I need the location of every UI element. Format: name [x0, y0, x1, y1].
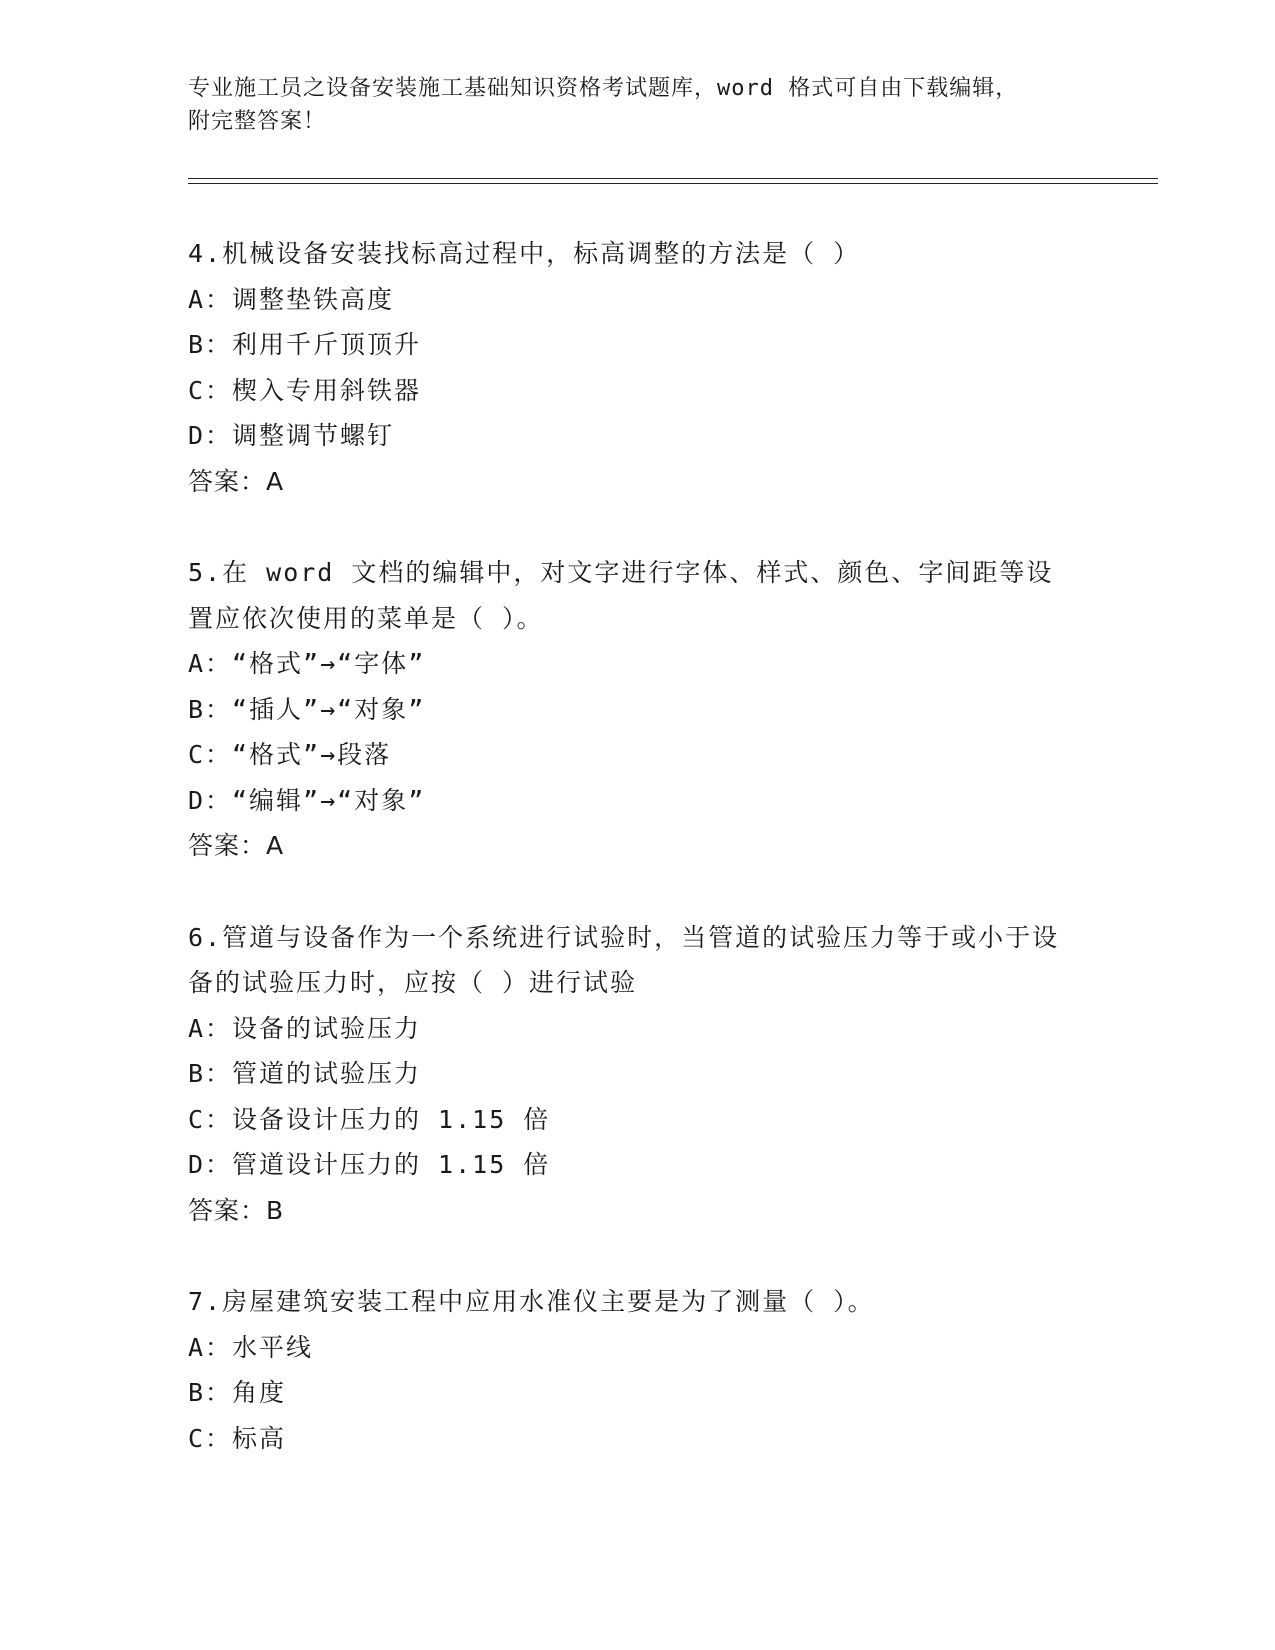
option-text: 水平线 — [232, 1332, 314, 1362]
option-text: “格式”→“字体” — [232, 649, 426, 678]
option-text: 设备设计压力的 1.15 倍 — [232, 1104, 551, 1134]
answer-option — [188, 1325, 1088, 1371]
answer-option — [188, 1051, 1088, 1097]
answer-option — [188, 1416, 1088, 1462]
question-item — [188, 550, 1088, 869]
header-line-2: 附完整答案！ — [188, 109, 327, 134]
option-text: “插人”→“对象” — [232, 694, 426, 724]
option-letter: B： — [188, 694, 233, 724]
option-letter: A： — [188, 1332, 233, 1362]
question-stem: 6.管道与设备作为一个系统进行试验时，当管道的试验压力等于或小于设备的试验压力时，应按（ ）进行试验 — [188, 922, 1060, 997]
document-header — [188, 72, 1068, 138]
answer-option — [188, 732, 1088, 778]
answer-option — [188, 1142, 1088, 1188]
option-letter: A： — [188, 284, 233, 314]
question-stem: 7.房屋建筑安装工程中应用水准仪主要是为了测量（ ）。 — [188, 1287, 875, 1316]
option-text: 管道的试验压力 — [232, 1059, 422, 1088]
question-stem: 4.机械设备安装找标高过程中，标高调整的方法是（ ） — [188, 239, 861, 268]
answer-option — [188, 1006, 1088, 1052]
option-letter: C： — [188, 1423, 233, 1453]
option-letter: B： — [188, 1059, 233, 1088]
header-line-1: 专业施工员之设备安装施工基础知识资格考试题库，word 格式可自由下载编辑， — [188, 76, 1019, 101]
option-text: 利用千斤顶顶升 — [232, 330, 422, 359]
option-text: 设备的试验压力 — [232, 1013, 422, 1043]
option-letter: D： — [188, 421, 233, 450]
question-stem: 5.在 word 文档的编辑中，对文字进行字体、样式、颜色、字间距等设置应依次使用的菜单是（ ）。 — [188, 558, 1054, 633]
question-list — [188, 231, 1088, 1507]
answer-option — [188, 322, 1088, 368]
option-text: 调整垫铁高度 — [232, 284, 395, 314]
option-text: “编辑”→“对象” — [232, 785, 426, 815]
option-letter: A： — [188, 1013, 233, 1043]
option-text: “格式”→段落 — [232, 740, 392, 769]
option-letter: D： — [188, 1150, 233, 1179]
option-text: 角度 — [232, 1378, 287, 1407]
header-divider-top — [188, 178, 1158, 179]
option-letter: B： — [188, 330, 233, 359]
answer-option — [188, 641, 1088, 687]
option-text: 楔入专用斜铁器 — [232, 375, 422, 405]
answer-option — [188, 687, 1088, 733]
option-letter: C： — [188, 1104, 233, 1134]
answer-key: 答案：A — [188, 831, 285, 860]
option-letter: C： — [188, 740, 233, 769]
answer-option — [188, 277, 1088, 323]
option-text: 标高 — [232, 1423, 287, 1453]
option-letter: A： — [188, 649, 233, 678]
answer-key: 答案：B — [188, 1195, 285, 1225]
answer-option — [188, 1370, 1088, 1416]
option-letter: B： — [188, 1378, 233, 1407]
option-letter: C： — [188, 375, 233, 405]
question-item — [188, 231, 1088, 504]
answer-option — [188, 368, 1088, 414]
question-item — [188, 1279, 1088, 1461]
option-text: 管道设计压力的 1.15 倍 — [232, 1150, 551, 1179]
option-text: 调整调节螺钉 — [232, 421, 395, 450]
answer-key: 答案：A — [188, 466, 285, 496]
answer-option — [188, 413, 1088, 459]
option-letter: D： — [188, 785, 233, 815]
answer-option — [188, 1097, 1088, 1143]
question-item — [188, 915, 1088, 1234]
answer-option — [188, 778, 1088, 824]
header-divider-bottom — [188, 183, 1158, 184]
